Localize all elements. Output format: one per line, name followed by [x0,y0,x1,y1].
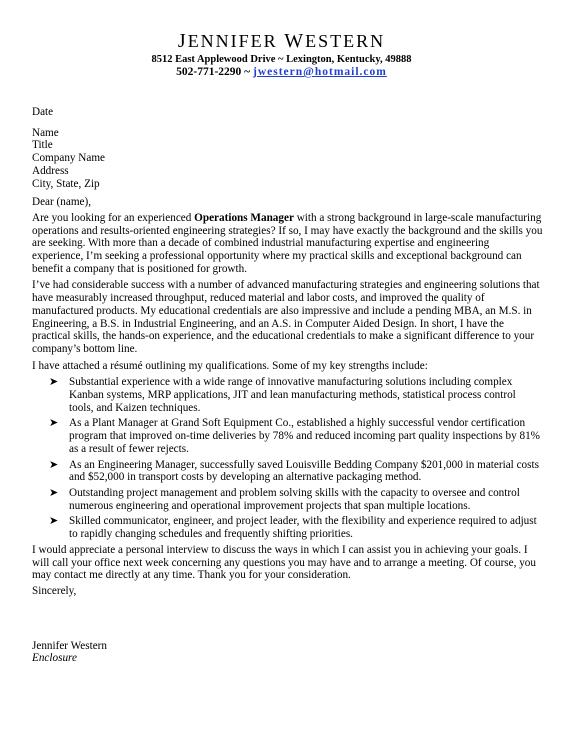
strengths-intro: I have attached a résumé outlining my qualifications. Some of my key strengths include: [32,359,428,372]
name-first-rest: ENNIFER [187,31,278,51]
list-item [32,376,543,414]
closing-salutation: Sincerely, [32,584,77,597]
strength-text: Substantial experience with a wide range of innovative manufacturing solutions including complex Kanban systems, MRP applications, JIT and lean manufacturing methods, statistical process control tools, and Kaizen techniques. [69,376,516,414]
arrow-bullet-icon: ➤ [49,515,59,528]
applicant-contact [20,66,543,79]
arrow-bullet-icon: ➤ [49,376,59,389]
target-position: Operations Manager [194,211,294,224]
intro-text-before: Are you looking for an experienced [32,211,195,224]
recipient-title: Title [32,139,53,152]
list-item [32,487,543,512]
list-item [32,417,543,455]
name-first-initial: J [177,30,188,52]
strengths-list [32,376,543,540]
recipient-address: Address [32,164,69,177]
signature-name: Jennifer Western [32,639,108,652]
list-item [32,515,543,540]
arrow-bullet-icon: ➤ [49,458,59,471]
recipient-block [32,127,543,191]
name-last-initial: W [284,30,306,52]
strength-text: Outstanding project management and problem solving skills with the capacity to oversee and control numerous engineering and operational improvement projects that span multiple locations. [69,486,520,512]
experience-paragraph: I’ve had considerable success with a number of advanced manufacturing strategies and engineering solutions that have measurably increased throughput, reduced material and labor costs, and improved the quality of manufactured products. My educational credentials are also impressive and include a pending MBA, an M.S. in Engineering, a B.S. in Industrial Engineering, and an A.S. in Computer Aided Design. In short, I have the practical skills, the hands-on experience, and the educational credentials to make a significant difference to your company’s bottom line. [32,279,540,355]
salutation: Dear (name), [32,196,92,209]
recipient-name: Name [32,126,59,139]
applicant-email-link[interactable]: jwestern@hotmail.com [253,66,387,78]
applicant-phone: 502-771-2290 ~ [176,66,251,78]
arrow-bullet-icon: ➤ [49,486,59,499]
intro-paragraph [32,212,543,276]
name-last-rest: ESTERN [305,31,386,51]
letterhead [20,0,543,79]
strength-text: As an Engineering Manager, successfully saved Louisville Bedding Company $201,000 in material costs and $52,000 in transport costs by developing an alternative packaging method. [69,458,539,484]
list-item [32,459,543,484]
closing-paragraph: I would appreciate a personal interview to discuss the ways in which I can assist you in achieving your goals. I will call your office next week concerning any questions you may have and to arrange a meeting. Of course, you may contact me directly at any time. Thank you for your consideration. [32,543,536,582]
intro-text-after: with a strong background in large-scale manufacturing operations and results-oriented engineering strategies? If so, I may have exactly the background and the skills you are seeking. With more than a decade of combined industrial manufacturing expertise and engineering experience, I’m seeking a professional opportunity where my practical skills and exceptional background can benefit a company that is positioned for growth. [32,211,543,275]
signature-block [32,640,543,665]
strength-text: Skilled communicator, engineer, and project leader, with the flexibility and experience required to adjust to rapidly changing schedules and frequently shifting priorities. [69,515,537,541]
letter-date: Date [32,106,54,118]
applicant-address: 8512 East Applewood Drive ~ Lexington, Kentucky, 49888 [151,54,412,65]
strength-text: As a Plant Manager at Grand Soft Equipment Co., established a highly successful vendor certification program that improved on-time deliveries by 78% and reduced incoming part quality inspections by 81% as a result of fewer rejects. [69,417,541,455]
arrow-bullet-icon: ➤ [49,417,59,430]
letter-body [32,106,543,665]
recipient-city-state-zip: City, State, Zip [32,177,100,190]
enclosure-note: Enclosure [32,652,77,665]
recipient-company: Company Name [32,152,106,165]
applicant-name [20,30,543,52]
